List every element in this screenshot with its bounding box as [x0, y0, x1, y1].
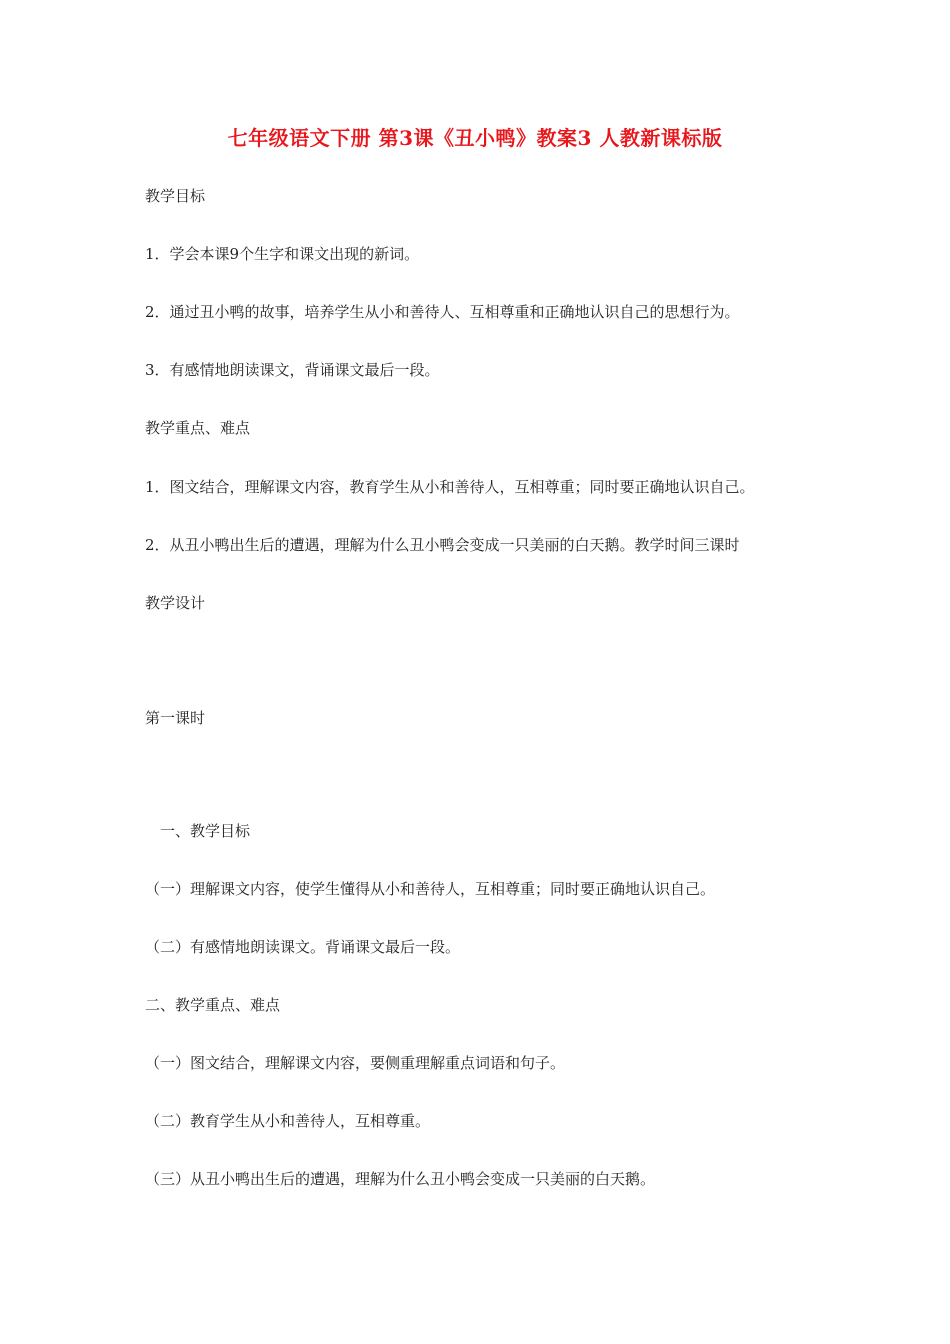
- subsection-key-point-2: （二）教育学生从小和善待人，互相尊重。: [145, 1112, 431, 1130]
- subsection-goal-1: （一）理解课文内容，使学生懂得从小和善待人，互相尊重；同时要正确地认识自己。: [145, 880, 716, 898]
- key-point-item-2: 2．从丑小鸭出生后的遭遇，理解为什么丑小鸭会变成一只美丽的白天鹅。教学时间三课时: [145, 536, 740, 554]
- subsection-key-point-3: （三）从丑小鸭出生后的遭遇，理解为什么丑小鸭会变成一只美丽的白天鹅。: [145, 1170, 656, 1188]
- subsection-goal-2: （二）有感情地朗读课文。背诵课文最后一段。: [145, 938, 461, 956]
- section-heading-teaching-design: 教学设计: [145, 594, 206, 612]
- subsection-heading-goals: 一、教学目标: [160, 822, 251, 840]
- subsection-heading-key-points: 二、教学重点、难点: [145, 996, 281, 1014]
- goal-item-2: 2．通过丑小鸭的故事，培养学生从小和善待人、互相尊重和正确地认识自己的思想行为。: [145, 303, 740, 321]
- key-point-item-1: 1．图文结合，理解课文内容，教育学生从小和善待人，互相尊重；同时要正确地认识自己。: [145, 478, 755, 496]
- section-heading-key-points: 教学重点、难点: [145, 419, 251, 437]
- lesson-heading-first: 第一课时: [145, 709, 206, 727]
- section-heading-teaching-goals: 教学目标: [145, 187, 206, 205]
- document-title: 七年级语文下册 第3课《丑小鸭》教案3 人教新课标版: [227, 126, 723, 150]
- goal-item-1: 1．学会本课9个生字和课文出现的新词。: [145, 245, 420, 263]
- goal-item-3: 3．有感情地朗读课文，背诵课文最后一段。: [145, 361, 440, 379]
- subsection-key-point-1: （一）图文结合，理解课文内容，要侧重理解重点词语和句子。: [145, 1054, 566, 1072]
